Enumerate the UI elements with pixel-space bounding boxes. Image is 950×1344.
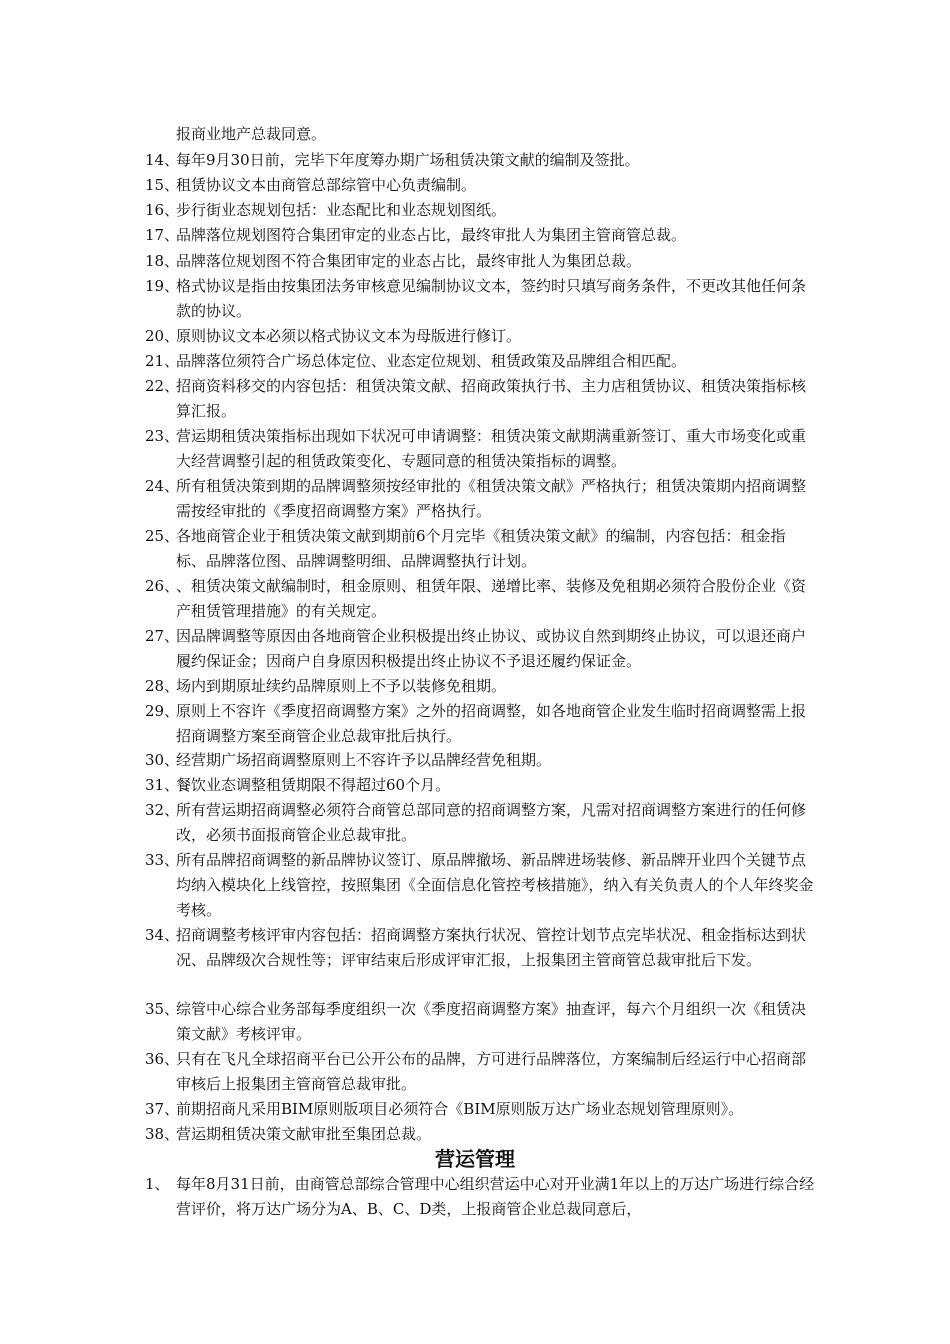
list-item (145, 1122, 815, 1147)
item-number: 24、 (145, 477, 180, 495)
item-number: 36、 (145, 1050, 180, 1068)
item-text: 步行街业态规划包括：业态配比和业态规划图纸。 (176, 201, 507, 219)
list-item (145, 324, 815, 349)
item-number: 34、 (145, 926, 180, 944)
item-number: 21、 (145, 352, 180, 370)
item-text: 品牌落位规划图不符合集团审定的业态占比，最终审批人为集团总裁。 (176, 252, 642, 270)
item-number: 14、 (145, 151, 180, 169)
item-text: 招商调整考核评审内容包括：招商调整方案执行状况、管控计划节点完毕状况、租金指标达到状况、品牌级次合规性等；评审结束后形成评审汇报，上报集团主管商管总裁审批后下发。 (176, 926, 807, 969)
list-item (145, 773, 815, 798)
list-item (145, 748, 815, 773)
item-text: 所有租赁决策到期的品牌调整须按经审批的《租赁决策文献》严格执行；租赁决策期内招商调整需按经审批的《季度招商调整方案》严格执行。 (176, 477, 807, 520)
list-item (145, 923, 815, 973)
item-number: 27、 (145, 627, 180, 645)
item-number: 26、 (145, 577, 180, 595)
item-number: 35、 (145, 1000, 180, 1018)
list-item (145, 1097, 815, 1122)
list-item (145, 274, 815, 324)
item-number: 19、 (145, 277, 180, 295)
item-number: 15、 (145, 176, 180, 194)
list-item (145, 148, 815, 173)
item-number: 17、 (145, 226, 180, 244)
list-item (145, 223, 815, 248)
list-item (145, 997, 815, 1047)
item-text: 品牌落位规划图符合集团审定的业态占比，最终审批人为集团主管商管总裁。 (176, 226, 687, 244)
item-number: 33、 (145, 851, 180, 869)
item-text: 原则协议文本必须以格式协议文本为母版进行修订。 (176, 327, 522, 345)
item-text: 经营期广场招商调整原则上不容许予以品牌经营免租期。 (176, 751, 552, 769)
item-text: 前期招商凡采用BIM原则版项目必须符合《BIM原则版万达广场业态规划管理原则》。 (176, 1100, 744, 1118)
item-text: 营运期租赁决策指标出现如下状况可申请调整：租赁决策文献期满重新签订、重大市场变化或重大经营调整引起的租赁政策变化、专题同意的租赁决策指标的调整。 (176, 427, 807, 470)
item-number: 30、 (145, 751, 180, 769)
list-item (145, 674, 815, 699)
item-text: 格式协议是指由按集团法务审核意见编制协议文本，签约时只填写商务条件，不更改其他任何条款的协议。 (176, 277, 807, 320)
list-item (145, 574, 815, 624)
list-item (145, 624, 815, 674)
continuation-line: 报商业地产总裁同意。 (176, 125, 327, 143)
list-item (145, 424, 815, 474)
item-number: 29、 (145, 702, 180, 720)
item-text: 综管中心综合业务部每季度组织一次《季度招商调整方案》抽查评，每六个月组织一次《租赁决策文献》考核评审。 (176, 1000, 807, 1043)
item-number: 1、 (145, 1175, 170, 1193)
section-heading: 营运管理 (435, 1147, 515, 1171)
item-text: 租赁协议文本由商管总部综管中心负责编制。 (176, 176, 477, 194)
item-number: 23、 (145, 427, 180, 445)
item-text: 餐饮业态调整租赁期限不得超过60个月。 (176, 776, 451, 794)
item-text: 、租赁决策文献编制时，租金原则、租赁年限、递增比率、装修及免租期必须符合股份企业《资产租赁管理措施》的有关规定。 (176, 577, 807, 620)
item-text: 营运期租赁决策文献审批至集团总裁。 (176, 1125, 432, 1143)
list-item (145, 349, 815, 374)
item-text: 每年8月31日前，由商管总部综合管理中心组织营运中心对开业满1年以上的万达广场进行综合经营评价，将万达广场分为A、B、C、D类，上报商管企业总裁同意后， (176, 1175, 815, 1218)
item-number: 28、 (145, 677, 180, 695)
item-number: 37、 (145, 1100, 180, 1118)
item-text: 招商资料移交的内容包括：租赁决策文献、招商政策执行书、主力店租赁协议、租赁决策指标核算汇报。 (176, 377, 807, 420)
item-number: 32、 (145, 801, 180, 819)
list-item (145, 374, 815, 424)
list-item (145, 474, 815, 524)
list-item (145, 524, 815, 574)
item-text: 所有品牌招商调整的新品牌协议签订、原品牌撤场、新品牌进场装修、新品牌开业四个关键节点均纳入模块化上线管控，按照集团《全面信息化管控考核措施》，纳入有关负责人的个人年终奖金考核。 (176, 851, 814, 919)
item-number: 22、 (145, 377, 180, 395)
item-number: 31、 (145, 776, 180, 794)
item-text: 场内到期原址续约品牌原则上不予以装修免租期。 (176, 677, 507, 695)
item-number: 18、 (145, 252, 180, 270)
item-text: 原则上不容许《季度招商调整方案》之外的招商调整，如各地商管企业发生临时招商调整需上报招商调整方案至商管企业总裁审批后执行。 (176, 702, 807, 745)
item-number: 20、 (145, 327, 180, 345)
item-text: 各地商管企业于租赁决策文献到期前6个月完毕《租赁决策文献》的编制，内容包括：租金指标、品牌落位图、品牌调整明细、品牌调整执行计划。 (176, 527, 786, 570)
list-item (145, 848, 815, 923)
list-item (145, 699, 815, 749)
item-text: 只有在飞凡全球招商平台已公开公布的品牌，方可进行品牌落位，方案编制后经运行中心招商部审核后上报集团主管商管总裁审批。 (176, 1050, 807, 1093)
item-number: 38、 (145, 1125, 180, 1143)
list-item (145, 798, 815, 848)
list-item (145, 198, 815, 223)
list-item (145, 173, 815, 198)
item-number: 25、 (145, 527, 180, 545)
item-text: 所有营运期招商调整必须符合商管总部同意的招商调整方案，凡需对招商调整方案进行的任何修改，必须书面报商管企业总裁审批。 (176, 801, 807, 844)
item-text: 每年9月30日前，完毕下年度筹办期广场租赁决策文献的编制及签批。 (176, 151, 640, 169)
list-item (145, 1047, 815, 1097)
item-text: 品牌落位须符合广场总体定位、业态定位规划、租赁政策及品牌组合相匹配。 (176, 352, 687, 370)
item-number: 16、 (145, 201, 180, 219)
list-item (145, 1172, 815, 1222)
list-item (145, 249, 815, 274)
item-text: 因品牌调整等原因由各地商管企业积极提出终止协议、或协议自然到期终止协议，可以退还商户履约保证金；因商户自身原因积极提出终止协议不予退还履约保证金。 (176, 627, 807, 670)
